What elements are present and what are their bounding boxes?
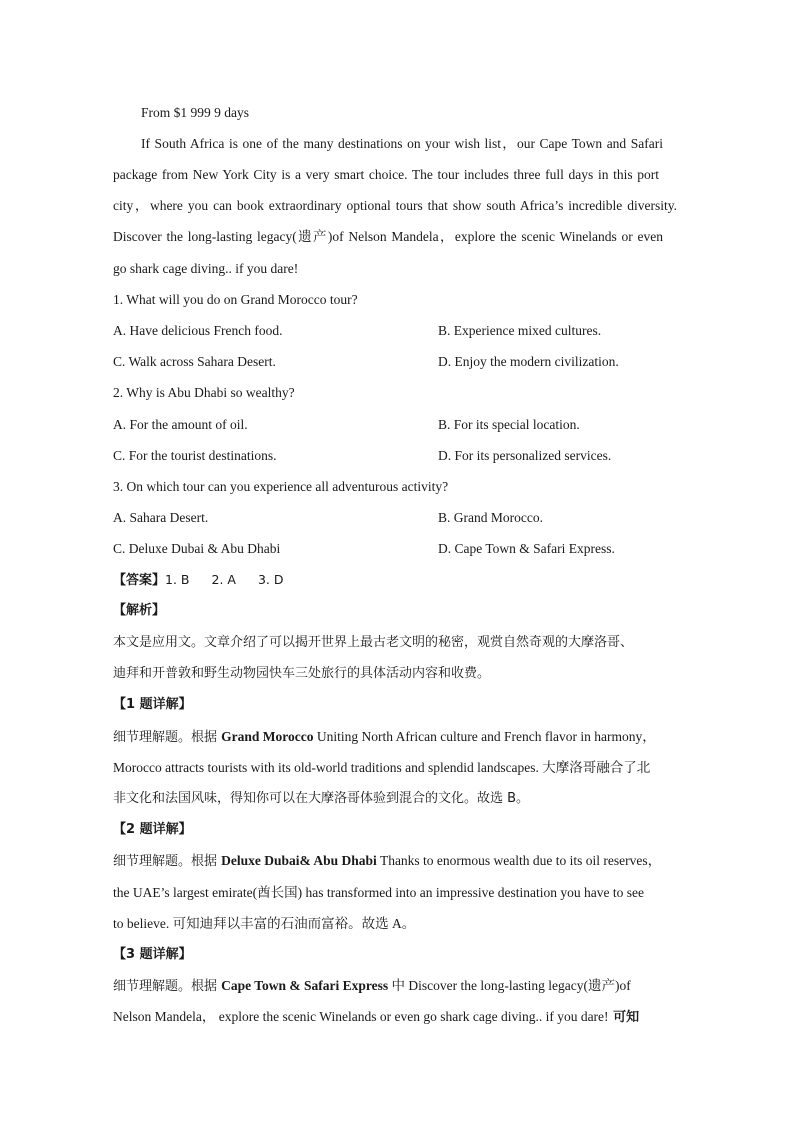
answer-item: 1. B xyxy=(165,572,190,587)
option-a: A. Have delicious French food. xyxy=(113,323,283,338)
question-stem: 2. Why is Abu Dhabi so wealthy? xyxy=(113,385,295,400)
passage-line: Discover the long-lasting legacy(遗产)of Nelson Mandela，explore the scenic Winelands or even xyxy=(113,229,663,244)
option-row xyxy=(113,416,685,434)
option-c: C. Deluxe Dubai & Abu Dhabi xyxy=(113,541,281,556)
option-c: C. For the tourist destinations. xyxy=(113,448,277,463)
option-d: D. Enjoy the modern civilization. xyxy=(438,354,619,369)
passage-line: If South Africa is one of the many destinations on your wish list，our Cape Town and Safari xyxy=(141,136,663,151)
answer-label: 【答案】 xyxy=(113,573,166,588)
option-d: D. For its personalized services. xyxy=(438,448,612,463)
question-stem: 1. What will you do on Grand Morocco tour? xyxy=(113,292,358,307)
detail-1-line: Morocco attracts tourists with its old-world traditions and splendid landscapes. 大摩洛哥融合了北 xyxy=(113,760,651,775)
detail-3-line: Nelson Mandela， explore the scenic Winelands or even go shark cage diving.. if you dare! 可知 xyxy=(113,1009,640,1025)
passage-line: city，where you can book extraordinary optional tours that show south Africa’s incredible diversity. xyxy=(113,198,677,213)
price-line: From $1 999 9 days xyxy=(141,105,249,120)
detail-1-label: 【1 题详解】 xyxy=(113,697,192,712)
option-row xyxy=(113,447,685,465)
detail-1-line: 细节理解题。根据 Grand Morocco Uniting North African culture and French flavor in harmony， xyxy=(113,729,656,745)
question-stem: 3. On which tour can you experience all adventurous activity? xyxy=(113,479,449,494)
passage-line: go shark cage diving.. if you dare! xyxy=(113,261,299,276)
option-d: D. Cape Town & Safari Express. xyxy=(438,541,615,556)
passage-line: package from New York City is a very smart choice. The tour includes three full days in this port xyxy=(113,167,659,182)
detail-3-line: 细节理解题。根据 Cape Town & Safari Express 中 Discover the long-lasting legacy(遗产)of xyxy=(113,978,631,994)
detail-2-line: the UAE’s largest emirate(酋长国) has transformed into an impressive destination you have to see xyxy=(113,885,644,900)
detail-2-line: 细节理解题。根据 Deluxe Dubai& Abu Dhabi Thanks to enormous wealth due to its oil reserves， xyxy=(113,853,662,869)
detail-3-label: 【3 题详解】 xyxy=(113,947,192,962)
detail-2-source: Deluxe Dubai& Abu Dhabi xyxy=(221,853,377,868)
option-row xyxy=(113,322,685,340)
analysis-line: 本文是应用文。文章介绍了可以揭开世界上最古老文明的秘密，观赏自然奇观的大摩洛哥、 xyxy=(113,635,634,650)
detail-3-source: Cape Town & Safari Express xyxy=(221,978,389,993)
option-row xyxy=(113,509,685,527)
option-b: B. Grand Morocco. xyxy=(438,510,543,525)
option-row xyxy=(113,353,685,371)
option-a: A. Sahara Desert. xyxy=(113,510,209,525)
option-row xyxy=(113,540,685,558)
answer-item: 2. A xyxy=(211,572,236,587)
answer-line xyxy=(113,571,685,590)
option-b: B. Experience mixed cultures. xyxy=(438,323,602,338)
detail-1-source: Grand Morocco xyxy=(221,729,314,744)
analysis-label: 【解析】 xyxy=(113,603,166,618)
detail-2-line: to believe. 可知迪拜以丰富的石油而富裕。故选 A。 xyxy=(113,916,416,931)
option-b: B. For its special location. xyxy=(438,417,580,432)
detail-2-label: 【2 题详解】 xyxy=(113,822,192,837)
detail-1-line: 非文化和法国风味，得知你可以在大摩洛哥体验到混合的文化。故选 B。 xyxy=(113,791,530,806)
option-a: A. For the amount of oil. xyxy=(113,417,248,432)
option-c: C. Walk across Sahara Desert. xyxy=(113,354,276,369)
answer-item: 3. D xyxy=(257,572,284,587)
analysis-line: 迪拜和开普敦和野生动物园快车三处旅行的具体活动内容和收费。 xyxy=(113,666,491,681)
